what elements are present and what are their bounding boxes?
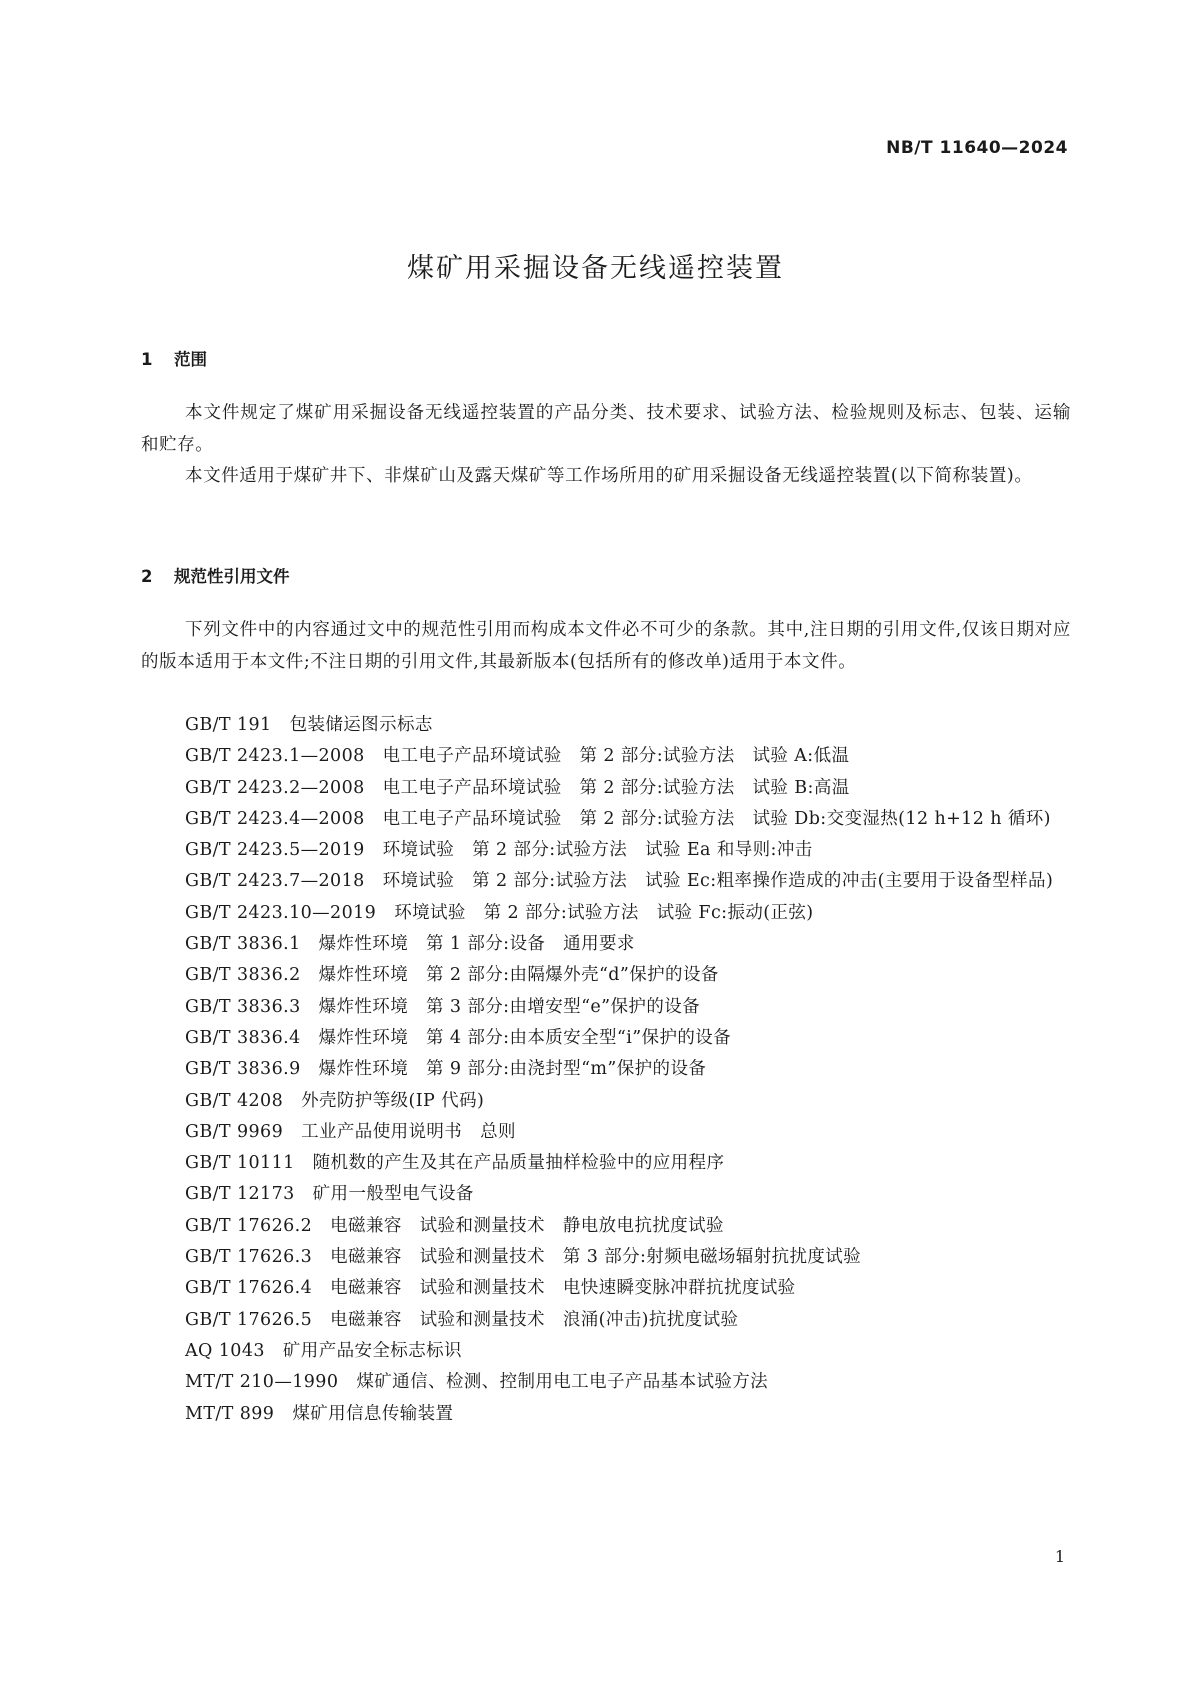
reference-title: 工业产品使用说明书 总则 [301, 1121, 516, 1142]
scope-paragraph-1: 本文件规定了煤矿用采掘设备无线遥控装置的产品分类、技术要求、试验方法、检验规则及标志、包装、运输和贮存。 [141, 403, 1071, 455]
reference-code: GB/T 3836.2 [185, 965, 301, 986]
reference-item [141, 1211, 1071, 1242]
reference-title: 矿用一般型电气设备 [312, 1184, 474, 1205]
reference-title: 爆炸性环境 第 2 部分:由隔爆外壳“d”保护的设备 [318, 965, 719, 986]
reference-title: 电工电子产品环境试验 第 2 部分:试验方法 试验 A:低温 [382, 746, 850, 767]
reference-code: GB/T 17626.5 [185, 1309, 313, 1330]
reference-title: 煤矿用信息传输装置 [292, 1403, 454, 1424]
reference-code: GB/T 2423.10—2019 [185, 902, 377, 923]
reference-code: GB/T 3836.1 [185, 934, 301, 955]
reference-title: 爆炸性环境 第 9 部分:由浇封型“m”保护的设备 [318, 1059, 707, 1080]
reference-title: 环境试验 第 2 部分:试验方法 试验 Fc:振动(正弦) [394, 902, 814, 923]
reference-code: GB/T 9969 [185, 1121, 284, 1142]
reference-title: 电工电子产品环境试验 第 2 部分:试验方法 试验 Db:交变湿热(12 h+12 h 循环) [382, 808, 1051, 829]
reference-title: 电磁兼容 试验和测量技术 电快速瞬变脉冲群抗扰度试验 [330, 1278, 796, 1299]
standard-number: NB/T 11640—2024 [886, 138, 1068, 158]
reference-item [141, 1148, 1071, 1179]
reference-code: GB/T 3836.4 [185, 1027, 301, 1048]
reference-item [141, 898, 1071, 929]
section-number: 1 [141, 350, 153, 369]
reference-code: GB/T 2423.1—2008 [185, 746, 365, 767]
reference-item [141, 1242, 1071, 1273]
reference-item [141, 960, 1071, 991]
reference-title: 外壳防护等级(IP 代码) [301, 1090, 485, 1111]
reference-item [141, 1086, 1071, 1117]
reference-title: 爆炸性环境 第 4 部分:由本质安全型“i”保护的设备 [318, 1027, 732, 1048]
reference-code: GB/T 17626.2 [185, 1215, 313, 1236]
reference-code: AQ 1043 [185, 1340, 265, 1361]
reference-item [141, 1023, 1071, 1054]
reference-code: GB/T 17626.4 [185, 1278, 313, 1299]
reference-item [141, 1179, 1071, 1210]
references-intro-paragraph: 下列文件中的内容通过文中的规范性引用而构成本文件必不可少的条款。其中,注日期的引用文件,仅该日期对应的版本适用于本文件;不注日期的引用文件,其最新版本(包括所有的修改单)适用于本文件。 [141, 620, 1071, 672]
reference-title: 矿用产品安全标志标识 [282, 1340, 462, 1361]
reference-item [141, 992, 1071, 1023]
reference-code: GB/T 2423.7—2018 [185, 871, 365, 892]
reference-title: 爆炸性环境 第 3 部分:由增安型“e”保护的设备 [318, 996, 701, 1017]
reference-code: GB/T 12173 [185, 1184, 295, 1205]
reference-code: GB/T 17626.3 [185, 1247, 313, 1268]
reference-title: 电磁兼容 试验和测量技术 浪涌(冲击)抗扰度试验 [330, 1309, 739, 1330]
reference-title: 爆炸性环境 第 1 部分:设备 通用要求 [318, 934, 635, 955]
reference-item [141, 929, 1071, 960]
scope-paragraph-2: 本文件适用于煤矿井下、非煤矿山及露天煤矿等工作场所用的矿用采掘设备无线遥控装置(以下简称装置)。 [185, 466, 1033, 486]
reference-item [141, 710, 1071, 741]
reference-title: 随机数的产生及其在产品质量抽样检验中的应用程序 [312, 1153, 725, 1174]
reference-item [141, 1273, 1071, 1304]
reference-title: 电工电子产品环境试验 第 2 部分:试验方法 试验 B:高温 [382, 777, 850, 798]
page-number: 1 [1054, 1547, 1065, 1566]
reference-code: GB/T 191 [185, 715, 272, 735]
reference-title: 煤矿通信、检测、控制用电工电子产品基本试验方法 [356, 1372, 769, 1393]
reference-title: 环境试验 第 2 部分:试验方法 试验 Ec:粗率操作造成的冲击(主要用于设备型样品) [382, 871, 1054, 892]
reference-code: GB/T 10111 [185, 1153, 295, 1174]
reference-item [141, 866, 1071, 897]
section-number: 2 [141, 567, 153, 586]
reference-code: GB/T 2423.2—2008 [185, 777, 365, 798]
reference-list [141, 710, 1071, 1430]
section-title: 规范性引用文件 [174, 567, 290, 586]
reference-item [141, 1117, 1071, 1148]
reference-code: GB/T 2423.4—2008 [185, 808, 365, 829]
document-title: 煤矿用采掘设备无线遥控装置 [407, 253, 784, 284]
reference-title: 环境试验 第 2 部分:试验方法 试验 Ea 和导则:冲击 [382, 840, 813, 861]
section-heading-scope [141, 346, 207, 370]
reference-item [141, 1336, 1071, 1367]
reference-item [141, 1399, 1071, 1430]
reference-code: GB/T 4208 [185, 1090, 284, 1111]
reference-code: GB/T 3836.9 [185, 1059, 301, 1080]
reference-item [141, 835, 1071, 866]
reference-item [141, 1305, 1071, 1336]
reference-title: 包装储运图示标志 [289, 715, 433, 735]
reference-item [141, 1367, 1071, 1398]
reference-code: MT/T 899 [185, 1403, 275, 1424]
reference-item [141, 1054, 1071, 1085]
reference-title: 电磁兼容 试验和测量技术 静电放电抗扰度试验 [330, 1215, 724, 1236]
reference-item [141, 741, 1071, 772]
reference-code: MT/T 210—1990 [185, 1372, 339, 1393]
reference-title: 电磁兼容 试验和测量技术 第 3 部分:射频电磁场辐射抗扰度试验 [330, 1247, 862, 1268]
reference-item [141, 773, 1071, 804]
reference-item [141, 804, 1071, 835]
section-title: 范围 [174, 350, 207, 369]
reference-code: GB/T 3836.3 [185, 996, 301, 1017]
reference-code: GB/T 2423.5—2019 [185, 840, 365, 861]
section-heading-normative-references [141, 563, 290, 587]
